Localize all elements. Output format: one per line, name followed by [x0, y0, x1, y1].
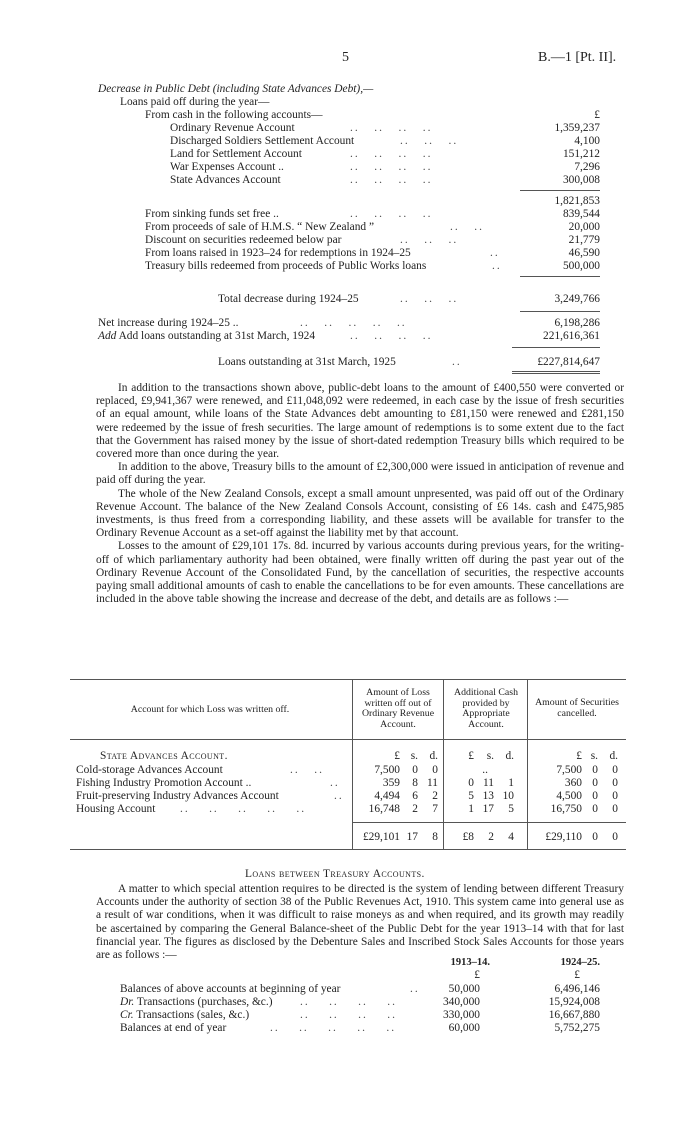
- add-outstanding: 221,616,361: [543, 330, 600, 342]
- cell-c-pound: 360: [564, 777, 582, 789]
- loans-row-label: [120, 1009, 249, 1022]
- cell-c-pound: 7,500: [556, 764, 582, 776]
- account-amount: 1,359,237: [554, 122, 600, 134]
- total-w-shilling: 17: [406, 831, 418, 843]
- leader-dots: .. .. .. ..: [350, 174, 433, 186]
- account-label: State Advances Account: [170, 174, 281, 186]
- header-account: Account for which Loss was written off.: [130, 704, 290, 715]
- cell-a-pound: 5: [468, 790, 474, 802]
- leader-dots: ..: [490, 247, 500, 259]
- leader-dots: .. ..: [450, 221, 484, 233]
- account-amount: 7,296: [574, 161, 600, 173]
- loans-row-v1: 50,000: [448, 983, 480, 995]
- loans-section-text: [96, 883, 624, 962]
- cell-c-penny: 0: [612, 790, 618, 802]
- unit-shilling: s.: [410, 750, 418, 762]
- outstanding-label: Loans outstanding at 31st March, 1925: [218, 356, 396, 368]
- leader-dots: .. .. ..: [400, 293, 459, 305]
- total-rule: [520, 311, 600, 312]
- col-year-1: 1913–14.: [450, 957, 490, 968]
- cell-a-shilling: 17: [482, 803, 494, 815]
- total-c-shilling: 0: [592, 831, 598, 843]
- table-row-account: Fishing Industry Promotion Account ..: [76, 777, 252, 789]
- leader-dots: ..: [452, 356, 462, 368]
- item-label: From loans raised in 1923–24 for redemptions in 1924–25: [145, 247, 411, 259]
- item-label: Treasury bills redeemed from proceeds of Public Works loans: [145, 260, 427, 272]
- loans-row-v2: 6,496,146: [554, 983, 600, 995]
- leader-dots: .. ..: [290, 764, 324, 776]
- cell-c-pound: 16,750: [550, 803, 582, 815]
- row-prefix: Cr.: [120, 1009, 134, 1021]
- totals-rule: [352, 822, 626, 823]
- cell-c-pound: 4,500: [556, 790, 582, 802]
- double-rule: [512, 373, 600, 374]
- cell-a-penny: 5: [508, 803, 514, 815]
- net-increase-label: Net increase during 1924–25 ..: [98, 317, 239, 329]
- table-top-rule: [70, 679, 626, 680]
- loans-row-v1: 330,000: [442, 1009, 480, 1021]
- loans-row-label: [120, 1022, 226, 1035]
- table-row-account: Cold-storage Advances Account: [76, 764, 223, 776]
- cell-a-penny: 10: [502, 790, 514, 802]
- cell-c-shilling: 0: [592, 790, 598, 802]
- paragraph: A matter to which special attention requires to be directed is the system of lending between different Treasury Accounts under the authority of section 38 of the Public Revenues Act, 1910. This system came into general use as a result of war conditions, when it was difficult to raise moneys as and when required, and its growth may readily be ascertained by comparing the General Balance-sheet of the Public Debt for the year 1913–14 with that for last financial year. The figures as disclosed by the Debenture Sales and Inscribed Stock Sales Accounts for those years are as follows :—: [96, 883, 624, 962]
- unit-pound: £: [394, 750, 400, 762]
- row-text: Balances of above accounts at beginning of year: [120, 983, 341, 995]
- item-label: From sinking funds set free ..: [145, 208, 279, 220]
- cell-a-pound: 1: [468, 803, 474, 815]
- unit-shilling: s.: [590, 750, 598, 762]
- cell-c-shilling: 0: [592, 803, 598, 815]
- item-amount: 46,590: [568, 247, 600, 259]
- cell-w-penny: 7: [432, 803, 438, 815]
- col-divider: [527, 679, 528, 849]
- table-row-account: Housing Account: [76, 803, 156, 815]
- cell-c-penny: 0: [612, 777, 618, 789]
- leader-dots: ..: [410, 983, 420, 995]
- item-amount: 21,779: [568, 234, 600, 246]
- cell-a-shilling: 13: [482, 790, 494, 802]
- table-bottom-rule: [70, 849, 626, 850]
- currency-symbol: £: [594, 109, 600, 121]
- paragraph: In addition to the transactions shown above, public-debt loans to the amount of £400,550 were converted or replaced, £9,941,367 were renewed, and £11,048,092 were redeemed, in each case by the issue of fresh securities of an equal amount, while loans of the State Advances debt amounting to £81,150 were renewed and £281,150 were redeemed by the issue of fresh securities. The large amount of redemptions is to some extent due to the fact that the Government has raised money by the issue of short-dated redemption Treasury bills which required to be covered more than once during the year.: [96, 382, 624, 461]
- account-amount: 151,212: [562, 148, 600, 160]
- total-decrease: 3,249,766: [554, 293, 600, 305]
- leader-dots: .. .. .. .. ..: [270, 1022, 397, 1034]
- row-text: Transactions (sales, &c.): [136, 1009, 250, 1021]
- outstanding-total: £227,814,647: [537, 356, 600, 368]
- header-rule: [70, 739, 626, 740]
- total-a-penny: 4: [508, 831, 514, 843]
- cell-w-shilling: 6: [412, 790, 418, 802]
- leader-dots: .. .. .. .. ..: [300, 317, 407, 329]
- cell-a-pound: 0: [468, 777, 474, 789]
- leader-dots: ..: [492, 260, 502, 272]
- from-cash-label: From cash in the following accounts—: [145, 109, 323, 121]
- cell-a-pound: ..: [482, 764, 488, 776]
- leader-dots: .. .. ..: [400, 135, 459, 147]
- leader-dots: .. .. .. .. ..: [180, 803, 307, 815]
- leader-dots: .. .. .. ..: [350, 161, 433, 173]
- account-amount: 4,100: [574, 135, 600, 147]
- total-c-penny: 0: [612, 831, 618, 843]
- loans-row-v2: 15,924,008: [548, 996, 600, 1008]
- paragraph: In addition to the above, Treasury bills to the amount of £2,300,000 were issued in anticipation of revenue and paid off during the year.: [96, 461, 624, 487]
- cell-w-shilling: 2: [412, 803, 418, 815]
- account-amount: 300,008: [562, 174, 600, 186]
- cell-w-pound: 359: [382, 777, 400, 789]
- debt-heading: Decrease in Public Debt (including State Advances Debt),—: [98, 83, 374, 95]
- col-year-2: 1924–25.: [560, 957, 600, 968]
- cell-w-pound: 7,500: [374, 764, 400, 776]
- loans-row-v1: 60,000: [448, 1022, 480, 1034]
- cell-w-shilling: 8: [412, 777, 418, 789]
- unit-pound: £: [468, 750, 474, 762]
- account-label: War Expenses Account ..: [170, 161, 284, 173]
- unit-penny: d.: [505, 750, 514, 762]
- cell-w-pound: 4,494: [374, 790, 400, 802]
- row-text: Balances at end of year: [120, 1022, 227, 1034]
- unit-shilling: s.: [486, 750, 494, 762]
- total-a-shilling: 2: [488, 831, 494, 843]
- add-outstanding-text: Add loans outstanding at 31st March, 1924: [118, 330, 316, 342]
- unit-pound: £: [576, 750, 582, 762]
- account-label: Land for Settlement Account: [170, 148, 302, 160]
- cell-a-penny: 1: [508, 777, 514, 789]
- subtotal-rule: [520, 190, 600, 191]
- currency-symbol: £: [474, 969, 480, 981]
- loans-row-label: [120, 983, 340, 996]
- table-row-account: Fruit-preserving Industry Advances Account: [76, 790, 279, 802]
- cell-w-penny: 0: [432, 764, 438, 776]
- account-label: Ordinary Revenue Account: [170, 122, 295, 134]
- row-prefix: Dr.: [120, 996, 135, 1008]
- net-increase: 6,198,286: [554, 317, 600, 329]
- section-title: State Advances Account.: [100, 750, 228, 762]
- body-text: [96, 382, 624, 606]
- total-w-pound: £29,101: [362, 831, 400, 843]
- total-decrease-label: Total decrease during 1924–25: [218, 293, 359, 305]
- header-written-off: Amount of Loss written off out of Ordinary Revenue Account.: [361, 687, 435, 730]
- item-amount: 839,544: [562, 208, 600, 220]
- debt-subheading: Loans paid off during the year—: [120, 96, 270, 108]
- loans-section-heading: Loans between Treasury Accounts.: [245, 868, 425, 880]
- page-reference: B.—1 [Pt. II].: [538, 50, 617, 65]
- total-rule: [512, 347, 600, 348]
- account-label: Discharged Soldiers Settlement Account: [170, 135, 355, 147]
- loans-row-v1: 340,000: [442, 996, 480, 1008]
- header-cancelled: Amount of Securities cancelled.: [535, 697, 619, 719]
- currency-symbol: £: [574, 969, 580, 981]
- cell-c-penny: 0: [612, 764, 618, 776]
- loans-row-v2: 16,667,880: [548, 1009, 600, 1021]
- item-label: From proceeds of sale of H.M.S. “ New Zealand ”: [145, 221, 375, 233]
- add-outstanding-label: Add Add loans outstanding at 31st March, 1924: [98, 330, 316, 342]
- double-rule: [512, 371, 600, 372]
- cell-w-penny: 2: [432, 790, 438, 802]
- cell-c-shilling: 0: [592, 764, 598, 776]
- leader-dots: .. .. .. ..: [350, 208, 433, 220]
- leader-dots: .. .. .. ..: [300, 996, 397, 1008]
- header-additional: Additional Cash provided by Appropriate Account.: [454, 687, 518, 730]
- total-a-pound: £8: [462, 831, 474, 843]
- col-divider: [352, 679, 353, 849]
- leader-dots: ..: [334, 790, 344, 802]
- item-label: Discount on securities redeemed below par: [145, 234, 342, 246]
- leader-dots: .. .. .. ..: [350, 148, 433, 160]
- cell-a-shilling: 11: [483, 777, 494, 789]
- total-c-pound: £29,110: [545, 831, 582, 843]
- paragraph: The whole of the New Zealand Consols, except a small amount unpresented, was paid off out of the Ordinary Revenue Account. The balance of the New Zealand Consols Account, consisting of £6 14s. cash and £475,985 investments, is thus freed from a corresponding liability, and these assets will be available for transfer to the Ordinary Revenue Account as a set-off against the liability met by that account.: [96, 487, 624, 540]
- page-number: 5: [342, 50, 349, 65]
- cell-w-pound: 16,748: [368, 803, 400, 815]
- leader-dots: .. .. .. ..: [350, 122, 433, 134]
- cell-c-penny: 0: [612, 803, 618, 815]
- cell-w-shilling: 0: [412, 764, 418, 776]
- unit-penny: d.: [609, 750, 618, 762]
- leader-dots: .. .. .. ..: [350, 330, 433, 342]
- accounts-subtotal: 1,821,853: [554, 195, 600, 207]
- leader-dots: .. .. .. ..: [300, 1009, 397, 1021]
- leader-dots: ..: [330, 777, 340, 789]
- item-amount: 500,000: [562, 260, 600, 272]
- paragraph: Losses to the amount of £29,101 17s. 8d. incurred by various accounts during previous years, for the writing-off of which parliamentary authority had been obtained, were finally written off during the past year out of the Ordinary Revenue Account of the Consolidated Fund, by the cancellation of securities, the respective accounts paying small additional amounts of cash to enable the cancellations to be for even amounts. These cancellations are included in the above table showing the increase and decrease of the debt, and details are as follows :—: [96, 540, 624, 606]
- cell-c-shilling: 0: [592, 777, 598, 789]
- loans-row-label: [120, 996, 273, 1009]
- col-divider: [443, 679, 444, 849]
- leader-dots: .. .. ..: [400, 234, 459, 246]
- item-amount: 20,000: [568, 221, 600, 233]
- loans-row-v2: 5,752,275: [554, 1022, 600, 1034]
- cell-w-penny: 11: [427, 777, 438, 789]
- unit-penny: d.: [429, 750, 438, 762]
- row-text: Transactions (purchases, &c.): [136, 996, 273, 1008]
- total-w-penny: 8: [432, 831, 438, 843]
- total-rule: [520, 276, 600, 277]
